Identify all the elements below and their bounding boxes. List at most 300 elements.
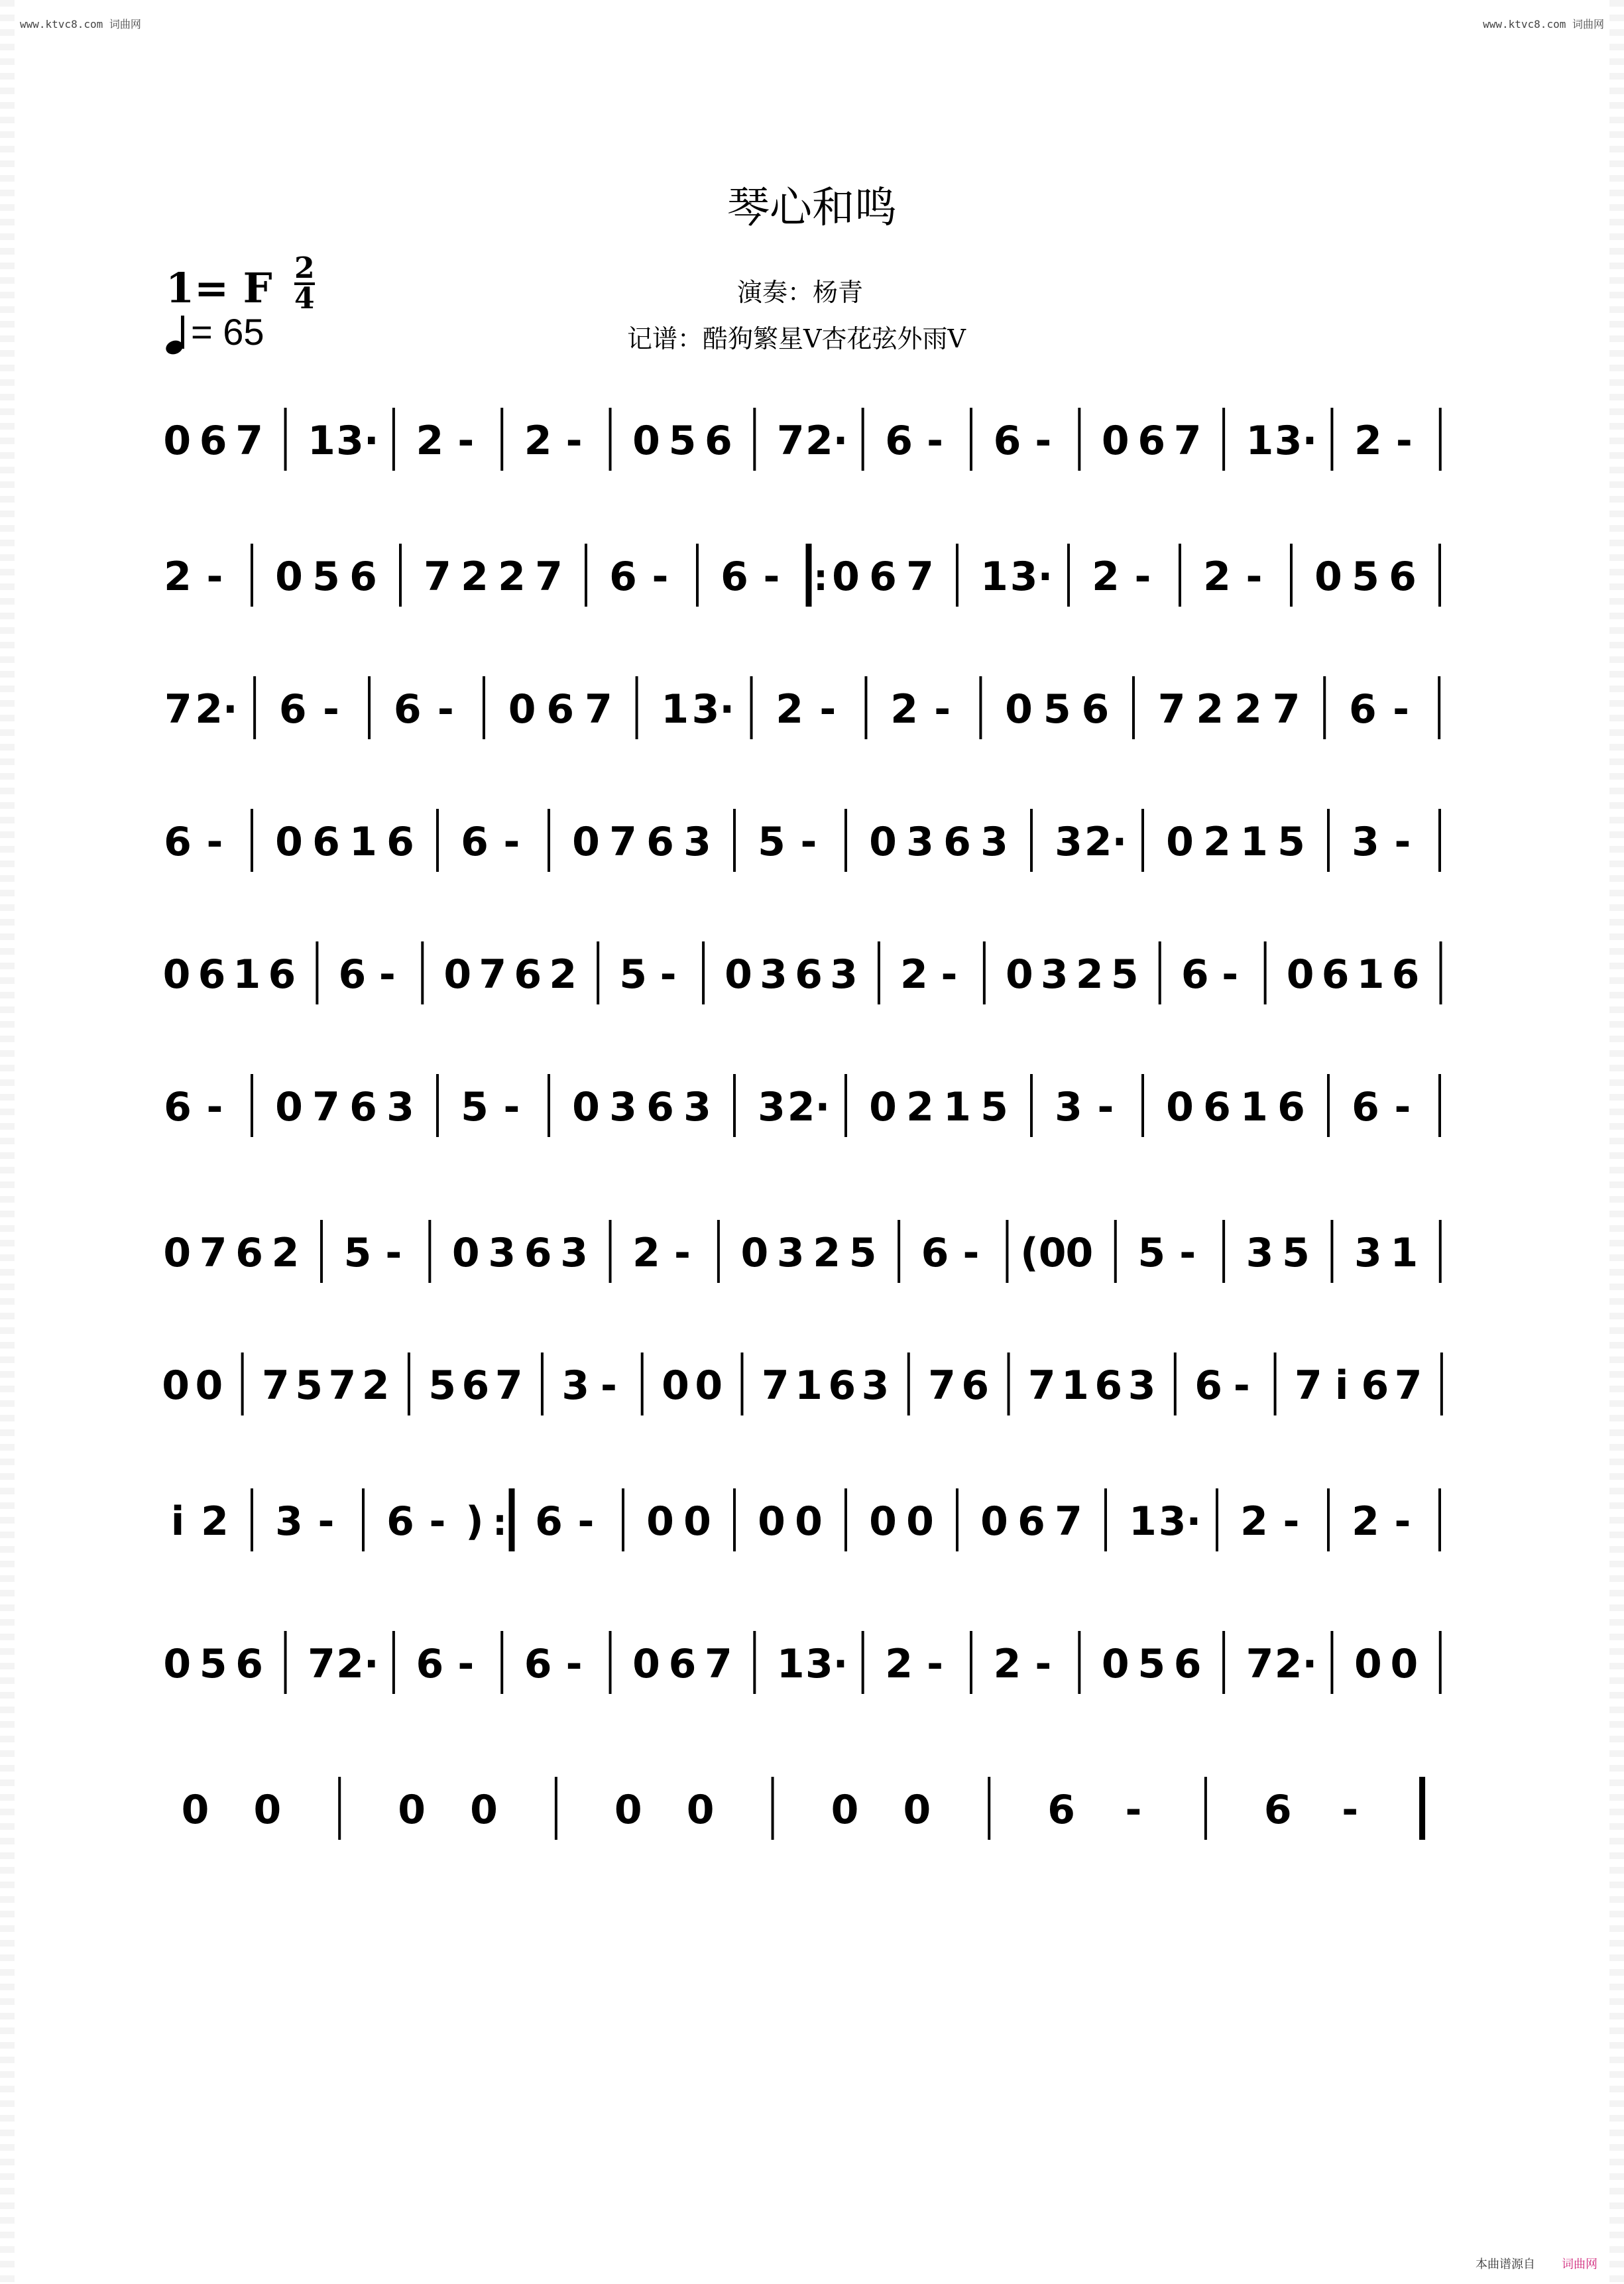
jianpu-note: 6	[1203, 1084, 1231, 1130]
score-row-3	[159, 656, 1458, 789]
jianpu-note: 6	[1137, 418, 1166, 464]
jianpu-note: 3	[488, 1230, 516, 1276]
dash-extension: -	[1395, 418, 1413, 464]
jianpu-note: 7	[235, 418, 263, 464]
jianpu-note: 2	[1352, 1498, 1379, 1545]
jianpu-note: 2	[361, 1362, 390, 1409]
jianpu-note: 0	[398, 1787, 426, 1833]
jianpu-note: 6	[609, 554, 637, 600]
jianpu-note: 6	[461, 819, 489, 865]
dash-extension: -	[1222, 951, 1239, 998]
jianpu-note: 6	[869, 554, 897, 600]
jianpu-note: 0	[443, 951, 472, 998]
dash-extension: -	[1394, 1084, 1411, 1130]
jianpu-note: 6	[705, 418, 732, 464]
jianpu-note: 2	[632, 1230, 660, 1276]
dash-extension: -	[1035, 418, 1052, 464]
score-row-6	[159, 1054, 1458, 1187]
jianpu-note: 7	[164, 686, 192, 733]
dash-extension: -	[1233, 1362, 1250, 1409]
song-title: 琴心和鸣	[727, 184, 897, 233]
jianpu-note: 7	[262, 1362, 290, 1409]
jianpu-note: 6	[349, 554, 377, 600]
jianpu-note: 0	[275, 1084, 303, 1130]
jianpu-note: 2	[776, 686, 804, 733]
jianpu-note: 6	[1389, 554, 1417, 600]
jianpu-note: 1	[795, 1362, 823, 1409]
jianpu-note: 3	[760, 951, 787, 998]
jianpu-note: 0	[869, 1498, 897, 1545]
jianpu-note: 1	[1390, 1230, 1419, 1276]
dash-extension: -	[457, 1641, 475, 1687]
jianpu-note: 1	[661, 686, 689, 733]
dash-extension: -	[457, 418, 475, 464]
dash-extension: -	[429, 1498, 446, 1545]
dash-extension: -	[565, 418, 583, 464]
jianpu-note: 0	[795, 1498, 823, 1545]
jianpu-note: 0	[1101, 418, 1130, 464]
jianpu-note: 7	[494, 1362, 523, 1409]
dash-extension: -	[927, 1641, 944, 1687]
jianpu-note: 6	[235, 1641, 263, 1687]
jianpu-note: 5	[1352, 554, 1379, 600]
jianpu-note: 5	[668, 418, 697, 464]
performer-credit: 演奏：杨青	[737, 278, 864, 307]
jianpu-note: 3	[1040, 951, 1069, 998]
jianpu-note: 6	[546, 686, 575, 733]
jianpu-note: 2	[906, 1084, 934, 1130]
score-row-8	[159, 1333, 1458, 1465]
jianpu-note: 2	[1092, 554, 1120, 600]
dash-extension: -	[1134, 554, 1151, 600]
jianpu-note: 6	[386, 1498, 414, 1545]
jianpu-note: 6	[1094, 1362, 1123, 1409]
jianpu-note: 0	[740, 1230, 769, 1276]
jianpu-note: 5	[312, 554, 340, 600]
jianpu-note: 6	[1277, 1084, 1305, 1130]
jianpu-note: 3·	[336, 418, 379, 464]
jianpu-note: 7	[199, 1230, 227, 1276]
jianpu-note: 2·	[336, 1641, 379, 1687]
jianpu-note: 3·	[1158, 1498, 1202, 1545]
dash-extension: -	[206, 554, 223, 600]
jianpu-note: 2	[813, 1230, 841, 1276]
score-row-9	[159, 1469, 1458, 1601]
left-margin-strip	[0, 0, 15, 2284]
jianpu-note: 2·	[1274, 1641, 1318, 1687]
jianpu-note: 0	[758, 1498, 785, 1545]
jianpu-note: i	[170, 1498, 185, 1545]
jianpu-note: 6	[524, 1230, 552, 1276]
jianpu-note: 5	[461, 1084, 489, 1130]
jianpu-note: 7	[1394, 1362, 1422, 1409]
jianpu-note: 6	[828, 1362, 856, 1409]
jianpu-note: 6	[393, 686, 422, 733]
jianpu-note: 1	[943, 1084, 971, 1130]
jianpu-note: 0	[195, 1362, 223, 1409]
jianpu-note: 7	[308, 1641, 335, 1687]
jianpu-note: 6	[1181, 951, 1209, 998]
jianpu-note: 2	[1234, 686, 1262, 733]
score-row-1	[159, 388, 1458, 520]
jianpu-note: 6	[1173, 1641, 1202, 1687]
jianpu-note: 0	[695, 1362, 723, 1409]
jianpu-note: 0	[163, 1230, 192, 1276]
jianpu-note: 1	[1246, 418, 1274, 464]
jianpu-note: 7	[535, 554, 563, 600]
jianpu-note: 3	[683, 1084, 711, 1130]
jianpu-note: 0	[632, 1641, 660, 1687]
dash-extension: -	[1394, 819, 1411, 865]
jianpu-note: 0	[614, 1787, 642, 1833]
dash-extension: -	[565, 1641, 583, 1687]
tempo-marking: = 65	[166, 310, 264, 354]
jianpu-note: 6	[646, 1084, 674, 1130]
jianpu-note: 6	[1391, 951, 1420, 998]
jianpu-note: 6	[1047, 1787, 1075, 1833]
jianpu-note: 2	[461, 554, 489, 600]
jianpu-note: 1	[980, 554, 1008, 600]
jianpu-note: (0	[1020, 1230, 1067, 1276]
key-signature: 1= F	[166, 264, 272, 312]
jianpu-note: 6	[1081, 686, 1110, 733]
jianpu-note: i	[1334, 1362, 1349, 1409]
jianpu-note: 6	[268, 951, 296, 998]
jianpu-note: 0	[1286, 951, 1314, 998]
jianpu-note: 6	[1263, 1787, 1292, 1833]
dash-extension: -	[601, 1362, 617, 1409]
jianpu-note: 3	[1352, 819, 1379, 865]
jianpu-note: 2	[498, 554, 526, 600]
jianpu-note: 3·	[1010, 554, 1053, 600]
jianpu-note: 7	[928, 1362, 956, 1409]
dash-extension: -	[1393, 686, 1409, 733]
dash-extension: -	[1342, 1787, 1359, 1833]
score-row-svg	[159, 789, 1458, 922]
jianpu-note: 5	[848, 1230, 877, 1276]
jianpu-note: 0	[163, 418, 192, 464]
jianpu-note: 6	[668, 1641, 697, 1687]
jianpu-note: 0	[451, 1230, 480, 1276]
jianpu-note: 6	[1349, 686, 1377, 733]
jianpu-note: 7	[1055, 1498, 1082, 1545]
score-row-svg	[159, 1611, 1458, 1744]
jianpu-note: 0	[683, 1498, 711, 1545]
jianpu-note: 2	[1075, 951, 1104, 998]
jianpu-note: 6	[312, 819, 340, 865]
dash-extension: -	[660, 951, 677, 998]
dash-extension: -	[1283, 1498, 1300, 1545]
jianpu-note: 3	[560, 1230, 588, 1276]
jianpu-note: 7	[1294, 1362, 1322, 1409]
jianpu-note: 2	[201, 1498, 229, 1545]
jianpu-note: 7	[1272, 686, 1301, 733]
jianpu-note: 0	[508, 686, 536, 733]
score-row-10	[159, 1611, 1458, 1744]
jianpu-note: 0	[1390, 1641, 1419, 1687]
footer: 本曲谱源自 词曲网	[1476, 2257, 1597, 2271]
score-row-svg	[159, 922, 1458, 1054]
jianpu-note: 2	[890, 686, 918, 733]
jianpu-note: 2	[524, 418, 552, 464]
jianpu-note: 3·	[1274, 418, 1318, 464]
jianpu-note: 6	[386, 819, 414, 865]
site-header-right: www.ktvc8.com 词曲网	[1483, 18, 1604, 30]
jianpu-note: 0	[162, 1362, 190, 1409]
jianpu-note: 5	[343, 1230, 372, 1276]
dash-extension: -	[819, 686, 837, 733]
score-row-2	[159, 524, 1458, 656]
dash-extension: -	[673, 1230, 691, 1276]
jianpu-note: 5	[980, 1084, 1008, 1130]
jianpu-note: 0	[832, 554, 860, 600]
dash-extension: -	[800, 819, 817, 865]
dash-extension: -	[577, 1498, 595, 1545]
transcriber-credit: 记谱：酷狗繁星V杏花弦外雨V	[627, 324, 966, 353]
jianpu-note: 3·	[691, 686, 735, 733]
jianpu-note: 7	[906, 554, 934, 600]
jianpu-note: 6	[1361, 1362, 1389, 1409]
jianpu-note: 7	[1157, 686, 1186, 733]
dash-extension: -	[206, 1084, 223, 1130]
dash-extension: -	[503, 819, 520, 865]
jianpu-note: 0	[163, 1641, 192, 1687]
jianpu-note: 0	[1101, 1641, 1130, 1687]
jianpu-note: 3	[561, 1362, 590, 1409]
jianpu-note: 3	[1354, 1230, 1382, 1276]
jianpu-note: 2	[1203, 819, 1231, 865]
jianpu-note: 2	[1354, 418, 1382, 464]
jianpu-note: 0	[253, 1787, 282, 1833]
jianpu-note: 6	[164, 1084, 192, 1130]
dash-extension: -	[318, 1498, 335, 1545]
jianpu-note: 6	[943, 819, 971, 865]
jianpu-note: 2	[164, 554, 192, 600]
jianpu-note: 6	[338, 951, 367, 998]
jianpu-note: 6	[164, 819, 192, 865]
jianpu-note: )	[465, 1498, 484, 1545]
jianpu-note: 6	[1321, 951, 1350, 998]
jianpu-note: 2	[1196, 686, 1224, 733]
jianpu-note: 2	[1240, 1498, 1268, 1545]
site-header-left: www.ktvc8.com 词曲网	[20, 18, 141, 30]
jianpu-note: 6	[1194, 1362, 1222, 1409]
jianpu-note: 0	[162, 951, 191, 998]
jianpu-note: 5	[1277, 819, 1305, 865]
dash-extension: -	[322, 686, 339, 733]
jianpu-note: 5	[1110, 951, 1139, 998]
score-row-11	[159, 1757, 1458, 1890]
score-row-7	[159, 1200, 1458, 1333]
jianpu-note: 6	[961, 1362, 990, 1409]
dash-extension: -	[1246, 554, 1263, 600]
jianpu-note: 6	[198, 951, 226, 998]
jianpu-note: 1	[1129, 1498, 1157, 1545]
score-row-5	[159, 922, 1458, 1054]
jianpu-note: 1	[776, 1641, 805, 1687]
jianpu-note: 1	[308, 418, 335, 464]
jianpu-note: 0	[632, 418, 660, 464]
score-row-svg	[159, 388, 1458, 520]
jianpu-note: 6	[514, 951, 542, 998]
jianpu-note: 6	[885, 418, 913, 464]
dash-extension: -	[927, 418, 944, 464]
jianpu-note: 7	[1027, 1362, 1056, 1409]
jianpu-note: 3	[1055, 819, 1082, 865]
jianpu-note: 3	[275, 1498, 303, 1545]
jianpu-note: 6	[278, 686, 307, 733]
jianpu-note: 5	[1137, 1230, 1166, 1276]
dash-extension: -	[1179, 1230, 1196, 1276]
jianpu-note: 2	[900, 951, 928, 998]
jianpu-note: 6	[461, 1362, 490, 1409]
jianpu-note: 7	[776, 418, 805, 464]
score-row-svg	[159, 1469, 1458, 1601]
jianpu-note: 6	[921, 1230, 949, 1276]
jianpu-note: 7	[1246, 1641, 1274, 1687]
jianpu-note: 3	[1128, 1362, 1156, 1409]
jianpu-note: 5	[1137, 1641, 1166, 1687]
jianpu-note: 6	[535, 1498, 563, 1545]
jianpu-note: 0	[1005, 686, 1033, 733]
jianpu-note: 1	[233, 951, 261, 998]
jianpu-note: 0	[470, 1787, 498, 1833]
jianpu-note: 2	[549, 951, 577, 998]
quarter-note-icon	[166, 316, 186, 354]
dash-extension: -	[1394, 1498, 1411, 1545]
jianpu-note: 6	[199, 418, 227, 464]
jianpu-note: 0	[1354, 1641, 1382, 1687]
jianpu-note: 0	[869, 819, 897, 865]
jianpu-note: 5	[428, 1362, 457, 1409]
jianpu-note: 2	[1203, 554, 1231, 600]
jianpu-note: 2·	[1084, 819, 1128, 865]
jianpu-note: 2	[271, 1230, 300, 1276]
dash-extension: -	[934, 686, 951, 733]
jianpu-note: 6	[349, 1084, 377, 1130]
jianpu-note: 3	[683, 819, 711, 865]
score-row-svg	[159, 1333, 1458, 1465]
jianpu-note: 7	[424, 554, 451, 600]
dash-extension: -	[941, 951, 958, 998]
dash-extension: -	[503, 1084, 520, 1130]
jianpu-note: 3	[758, 1084, 785, 1130]
jianpu-note: 0	[1166, 819, 1194, 865]
dash-extension: -	[385, 1230, 402, 1276]
jianpu-note: 7	[328, 1362, 357, 1409]
jianpu-note: 3	[830, 951, 858, 998]
dash-extension: -	[1035, 1641, 1052, 1687]
jianpu-note: 2·	[805, 418, 848, 464]
dash-extension: -	[763, 554, 780, 600]
jianpu-note: 7	[1173, 418, 1202, 464]
jianpu-note: 0	[869, 1084, 897, 1130]
jianpu-note: 7	[761, 1362, 789, 1409]
jianpu-note: 3	[906, 819, 934, 865]
jianpu-note: 6	[721, 554, 748, 600]
dash-extension: -	[437, 686, 454, 733]
jianpu-note: 0	[1166, 1084, 1194, 1130]
jianpu-note: 3	[1055, 1084, 1082, 1130]
jianpu-note: 6	[1352, 1084, 1379, 1130]
jianpu-note: 3	[861, 1362, 890, 1409]
jianpu-note: 0	[646, 1498, 674, 1545]
jianpu-note: 3	[1246, 1230, 1274, 1276]
time-signature: 2 4	[294, 251, 315, 316]
jianpu-note: 7	[585, 686, 612, 733]
jianpu-note: 1	[349, 819, 377, 865]
repeat-dots: :	[813, 557, 828, 599]
jianpu-note: 0	[662, 1362, 689, 1409]
jianpu-note: 0	[980, 1498, 1008, 1545]
dash-extension: -	[1125, 1787, 1142, 1833]
right-margin-strip	[1609, 0, 1624, 2284]
jianpu-note: 3	[609, 1084, 637, 1130]
score-row-4	[159, 789, 1458, 922]
jianpu-note: 6	[416, 1641, 444, 1687]
jianpu-note: 6	[646, 819, 674, 865]
jianpu-note: 0	[572, 1084, 600, 1130]
jianpu-note: 2·	[195, 686, 238, 733]
jianpu-note: 7	[312, 1084, 340, 1130]
dash-extension: -	[652, 554, 669, 600]
jianpu-note: 1	[1061, 1362, 1089, 1409]
jianpu-note: 6	[1017, 1498, 1045, 1545]
score-row-svg	[159, 656, 1458, 789]
dash-extension: -	[378, 951, 396, 998]
jianpu-note: 2	[993, 1641, 1021, 1687]
jianpu-note: 5	[199, 1641, 227, 1687]
jianpu-note: 5	[295, 1362, 323, 1409]
jianpu-note: 2	[416, 418, 444, 464]
score-row-svg	[159, 524, 1458, 656]
jianpu-note: 2	[885, 1641, 913, 1687]
jianpu-note: 0	[572, 819, 600, 865]
score-row-svg	[159, 1757, 1458, 1890]
jianpu-note: 5	[1282, 1230, 1310, 1276]
dash-extension: -	[206, 819, 223, 865]
jianpu-note: 3	[980, 819, 1008, 865]
jianpu-note: 0	[181, 1787, 209, 1833]
score-row-svg	[159, 1054, 1458, 1187]
jianpu-note: 7	[479, 951, 507, 998]
jianpu-note: 6	[524, 1641, 552, 1687]
jianpu-note: 5	[1043, 686, 1071, 733]
jianpu-note: 5	[619, 951, 648, 998]
jianpu-note: 0	[831, 1787, 859, 1833]
jianpu-note: 7	[609, 819, 637, 865]
jianpu-note: 0	[1065, 1230, 1094, 1276]
dash-extension: -	[962, 1230, 980, 1276]
jianpu-note: 1	[1356, 951, 1385, 998]
jianpu-note: 3	[386, 1084, 414, 1130]
jianpu-note: 5	[758, 819, 785, 865]
jianpu-note: 0	[275, 819, 303, 865]
jianpu-note: 3·	[805, 1641, 848, 1687]
jianpu-note: 1	[1240, 819, 1268, 865]
jianpu-note: 0	[725, 951, 752, 998]
repeat-dots: :	[493, 1502, 507, 1543]
jianpu-note: 0	[686, 1787, 715, 1833]
jianpu-note: 0	[1314, 554, 1342, 600]
jianpu-note: 1	[1240, 1084, 1268, 1130]
jianpu-note: 0	[903, 1787, 931, 1833]
jianpu-note: 7	[705, 1641, 732, 1687]
jianpu-note: 0	[1005, 951, 1033, 998]
jianpu-note: 2·	[787, 1084, 831, 1130]
jianpu-note: 6	[235, 1230, 263, 1276]
jianpu-note: 6	[795, 951, 823, 998]
